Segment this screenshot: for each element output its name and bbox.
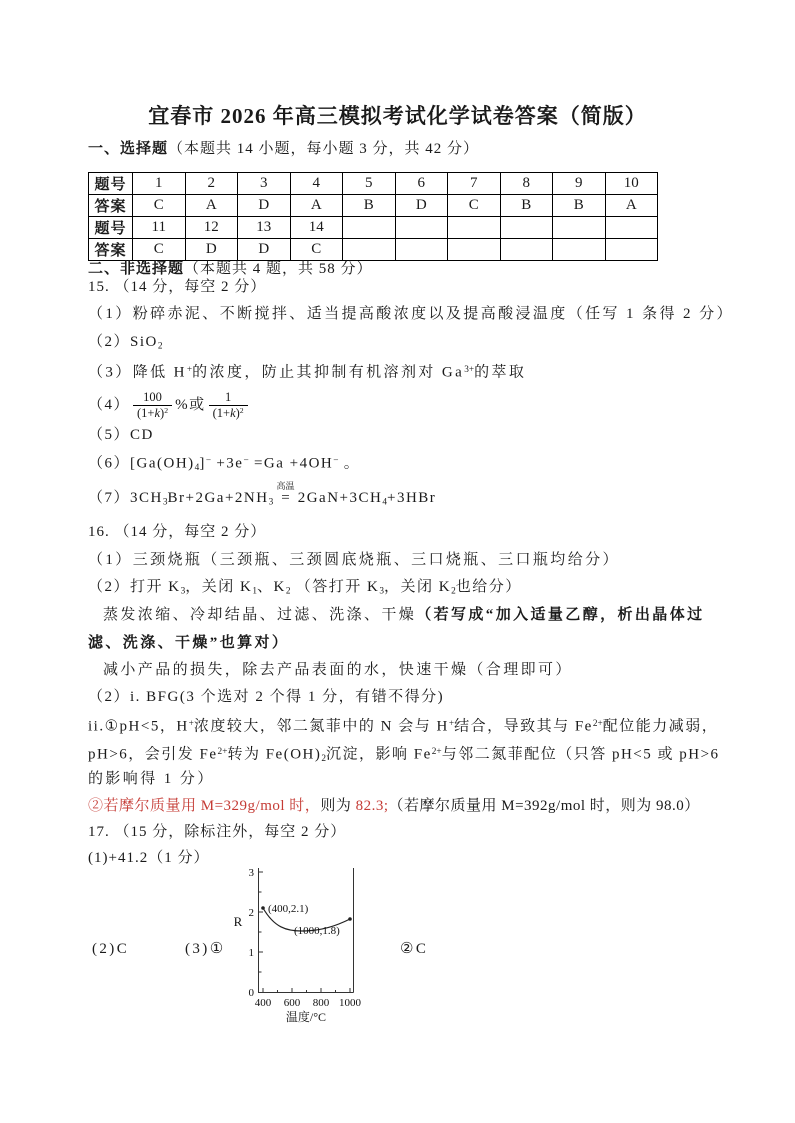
q17-answer-3-part1: (3)① — [185, 941, 226, 957]
answer-cell: A — [290, 195, 343, 217]
answer-cell — [395, 217, 448, 239]
fraction-1-numerator: 100 — [143, 390, 162, 405]
answer-cell: 13 — [238, 217, 291, 239]
q17-header: 17. （15 分，除标注外，每空 2 分） — [88, 824, 347, 840]
answer-cell: 11 — [133, 217, 186, 239]
data-point-400 — [261, 906, 265, 910]
answer-cell: 12 — [185, 217, 238, 239]
q15-a7-right: $2GaN+3CH_4+3HBr$ — [297, 490, 437, 508]
fraction-1-denominator: $(1+k)^2$ — [133, 405, 172, 420]
q16-answer-1: （1）三颈烧瓶（三颈瓶、三颈圆底烧瓶、三口烧瓶、三口瓶均给分） — [88, 552, 620, 568]
answer-cell: C — [133, 195, 186, 217]
q15-answer-7 — [88, 481, 437, 512]
section1-heading-note: （本题共 14 小题，每小题 3 分，共 42 分） — [168, 141, 480, 157]
q15-answer-3: （3）降低 H+的浓度，防止其抑制有机溶剂对 $Ga^{3+}$的萃取 — [88, 364, 527, 381]
answer-cell: B — [500, 195, 553, 217]
xtick-800: 800 — [312, 997, 330, 1009]
row-header-cell: 题号 — [89, 173, 133, 195]
answer-cell: D — [185, 239, 238, 261]
q17-answer-3-part2: ②C — [400, 941, 429, 957]
q16-answer-ii-line2: pH>6，会引发 $Fe^{2+}$转为 $Fe(OH)_2$沉淀，影响 $Fe^{2+}$与邻二氮菲配位（只答 pH<5 或 pH>6 — [88, 746, 720, 764]
ytick-2: 2 — [248, 907, 254, 919]
q15-answer-4 — [88, 387, 251, 423]
q16-evaporation-line-cont: 滤、洗涤、干燥”也算对） — [88, 635, 290, 651]
answer-cell: 3 — [238, 173, 291, 195]
answer-cell: 14 — [290, 217, 343, 239]
answer-cell: C — [133, 239, 186, 261]
q15-answer-1: （1）粉碎赤泥、不断搅拌、适当提高酸浓度以及提高酸浸温度（任写 1 条得 2 分） — [88, 306, 734, 322]
answer-cell — [343, 217, 396, 239]
answer-cell: 4 — [290, 173, 343, 195]
q16-answer-ii-line3: 的影响得 1 分） — [88, 771, 215, 787]
answer-cell: C — [290, 239, 343, 261]
row-header-cell: 答案 — [89, 195, 133, 217]
table-row-qnum-2 — [89, 217, 658, 239]
x-axis-label: 温度/°C — [285, 1010, 327, 1024]
q16-evaporation-line: 蒸发浓缩、冷却结晶、过滤、洗涤、干燥（若写成“加入适量乙醇，析出晶体过 — [103, 607, 705, 623]
ytick-3: 3 — [248, 867, 254, 879]
fraction-2-numerator: 1 — [225, 390, 232, 405]
answer-cell — [448, 239, 501, 261]
q15-a7-left: $(7)3CH_3Br+2Ga+2NH_3$ — [88, 490, 274, 508]
q16-answer-ii-line1: ii.①pH<5，H+浓度较大，邻二氮菲中的 N 会与 H+结合，导致其与 $Fe^{2+}$配位能力减弱， — [88, 718, 719, 735]
xtick-600: 600 — [283, 997, 301, 1009]
section1-heading-label: 一、选择题 — [88, 141, 169, 157]
row-header-cell: 题号 — [89, 217, 133, 239]
q15-a4-prefix: （4） — [88, 397, 131, 413]
q16-answer-ii-line4-molar-mass: ②若摩尔质量用 M=329g/mol 时，则为 82.3;（若摩尔质量用 M=392g/mol 时，则为 98.0） — [88, 798, 700, 814]
answer-cell — [500, 217, 553, 239]
section2-heading — [88, 259, 373, 279]
annotation-400-2-1: (400,2.1) — [268, 903, 309, 915]
answer-table — [88, 172, 658, 261]
q16-header: 16. （14 分，每空 2 分） — [88, 524, 267, 540]
page-title: 宜春市 2026 年高三模拟考试化学试卷答案（简版） — [148, 104, 647, 128]
section2-heading-label: 二、非选择题 — [88, 261, 185, 277]
section1-heading — [88, 139, 479, 159]
row-header-cell: 答案 — [89, 239, 133, 261]
q16-answer-2i: （2）i. BFG(3 个选对 2 个得 1 分，有错不得分) — [88, 689, 445, 705]
q15-answer-2: （2）SiO$_2$ — [88, 334, 163, 352]
xtick-400: 400 — [254, 997, 272, 1009]
answer-cell — [553, 217, 606, 239]
fraction-2-denominator: $(1+k)^2$ — [209, 405, 248, 420]
section2-heading-note: （本题共 4 题，共 58 分） — [184, 261, 373, 277]
answer-cell: B — [343, 195, 396, 217]
q15-a4-mid: %或 — [175, 397, 206, 413]
answer-cell: D — [395, 195, 448, 217]
fraction-1 — [133, 390, 172, 420]
answer-cell: D — [238, 195, 291, 217]
answer-cell: D — [238, 239, 291, 261]
ytick-1: 1 — [248, 947, 254, 959]
q15-answer-6: $(6)[Ga(OH)_4]^- +3e^- =Ga +4OH^-$ 。 — [88, 455, 361, 473]
q16-answer-2: （2）打开 $K_3$，关闭 $K_1$、$K_2$ （答打开 $K_3$，关闭 $K_2$也给分） — [88, 579, 522, 597]
answer-cell: A — [185, 195, 238, 217]
q16-loss-reduction-line: 减小产品的损失，除去产品表面的水，快速干燥（合理即可） — [103, 662, 573, 678]
reaction-condition-label: 高温 — [276, 481, 295, 491]
answer-cell — [343, 239, 396, 261]
answer-cell: 2 — [185, 173, 238, 195]
answer-cell — [448, 217, 501, 239]
table-row-answers-1 — [89, 195, 658, 217]
answer-cell: A — [605, 195, 658, 217]
answer-cell: 9 — [553, 173, 606, 195]
xtick-1000: 1000 — [339, 997, 361, 1009]
answer-cell — [500, 239, 553, 261]
q15-answer-5: （5）CD — [88, 427, 154, 443]
annotation-1000-1-8: (1000,1.8) — [294, 925, 340, 937]
fraction-2 — [209, 390, 248, 420]
answer-cell: 7 — [448, 173, 501, 195]
equation-condition-equals — [276, 481, 295, 508]
data-point-1000 — [348, 917, 352, 921]
answer-cell — [605, 217, 658, 239]
y-axis-label: R — [233, 914, 243, 929]
r-vs-temperature-chart — [222, 860, 422, 1030]
q15-header: 15. （14 分，每空 2 分） — [88, 279, 267, 295]
answer-cell: 5 — [343, 173, 396, 195]
answer-cell — [553, 239, 606, 261]
answer-cell: C — [448, 195, 501, 217]
ytick-0: 0 — [248, 987, 254, 999]
q17-answer-2: (2)C — [92, 941, 130, 957]
equals-sign: = — [281, 490, 290, 506]
table-row-answers-2 — [89, 239, 658, 261]
answer-cell: 1 — [133, 173, 186, 195]
x-tick-labels — [255, 997, 362, 1009]
answer-cell: 6 — [395, 173, 448, 195]
answer-cell: B — [553, 195, 606, 217]
q17-answer-1: (1)+41.2（1 分） — [88, 850, 210, 866]
answer-cell: 8 — [500, 173, 553, 195]
answer-cell: 10 — [605, 173, 658, 195]
answer-cell — [605, 239, 658, 261]
answer-cell — [395, 239, 448, 261]
table-row-qnum-1 — [89, 173, 658, 195]
y-tick-labels — [249, 867, 255, 999]
